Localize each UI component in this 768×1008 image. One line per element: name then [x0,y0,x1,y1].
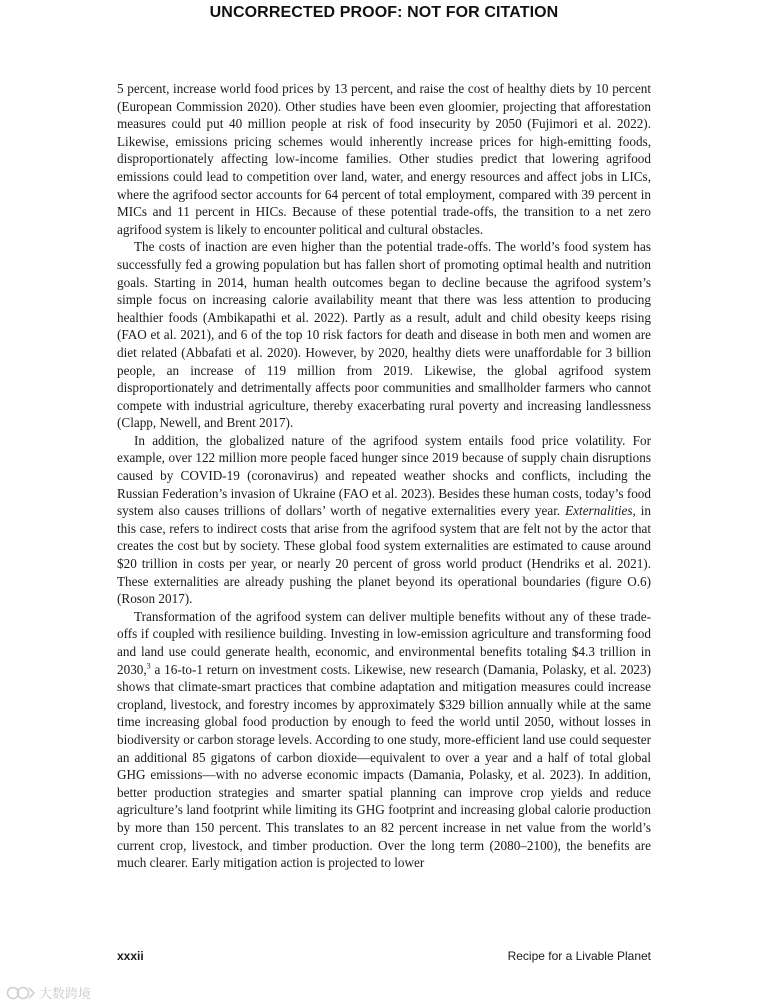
paragraph-3-text-end: , in this case, refers to indirect costs that arise from the agrifood system that are felt not by the actor that creates the cost but by society. These global food system externalities are estimated to cause around $20 trillion in costs per year, or nearly 20 percent of gross world product (Hendriks et al. 2021). These externalities are already pushing the planet beyond its operational boundaries (figure O.6) (Roson 2017). [117,503,651,607]
paragraph-1: 5 percent, increase world food prices by 13 percent, and raise the cost of healthy diets by 10 percent (European Commission 2020). Other studies have been even gloomier, projecting that afforestation measures could put 40 million people at risk of food insecurity by 2050 (Fujimori et al. 2022). Likewise, emissions pricing schemes would inherently increase prices for high-emitting foods, disproportionately affecting low-income families. Other studies predict that lowering agrifood emissions could lead to competition over land, water, and energy resources and affect jobs in LICs, where the agrifood sector accounts for 64 percent of total employment, compared with 39 percent in MICs and 11 percent in HICs. Because of these potential trade-offs, the transition to a net zero agrifood system is likely to encounter political and cultural obstacles. [117,81,651,237]
externalities-term: Externalities [565,503,633,519]
paragraph-4-text-start: Transformation of the agrifood system can deliver multiple benefits without any of these trade-offs if coupled with resilience building. Investing in low-emission agriculture and transforming food and land use could generate health, economic, and environmental benefits totaling $4.3 trillion in 2030, [117,608,651,677]
proof-banner: UNCORRECTED PROOF: NOT FOR CITATION [209,4,559,21]
footnote-marker[interactable]: 3 [146,661,151,671]
body-text [117,80,651,872]
page-number: xxxii [117,949,144,963]
paragraph-2: The costs of inaction are even higher than the potential trade-offs. The world’s food system has successfully fed a growing population but has fallen short of promoting optimal health and nutrition goals. Starting in 2014, human health outcomes began to decline because the agrifood system’s simple focus on increasing calorie availability meant that there was less attention to producing healthier foods (Ambikapathi et al. 2022). Partly as a result, adult and child obesity keeps rising (FAO et al. 2021), and 6 of the top 10 risk factors for death and disease in both men and women are diet related (Abbafati et al. 2020). However, by 2020, healthy diets were unaffordable for 3 billion people, an increase of 119 million from 2019. Likewise, the global agrifood system disproportionately and detrimentally affects poor communities and smallholder farmers who cannot compete with industrial agriculture, thereby exacerbating rural poverty and increasing landlessness (Clapp, Newell, and Brent 2017). [117,239,651,431]
book-title: Recipe for a Livable Planet [507,949,651,963]
watermark [6,983,91,1002]
watermark-text: 大数跨境 [39,987,92,1002]
paragraph-4-text-end: a 16-to-1 return on investment costs. Likewise, new research (Damania, Polasky, et al. 2023) shows that climate-smart practices that combine adaptation and mitigation measures could increase cropland, livestock, and forestry incomes by approximately $329 billion annually while at the same time increasing global food production by enough to feed the world until 2050, without losses in biodiversity or carbon storage levels. According to one study, more-efficient land use could sequester an additional 85 gigatons of carbon dioxide—equivalent to over a year and a half of total global GHG emissions—with no adverse economic impacts (Damania, Polasky, et al. 2023). In addition, better production strategies and smarter spatial planning can improve crop yields and reduce agriculture’s land footprint while limiting its GHG footprint and increasing global calorie production by more than 150 percent. This translates to an 82 percent increase in net value from the world’s current crop, livestock, and timber production. Over the long term (2080–2100), the benefits are much clearer. Early mitigation action is projected to lower [117,661,651,871]
paragraph-3 [117,432,651,608]
brand-logo-icon [6,985,36,1001]
paragraph-3-text-start: In addition, the globalized nature of the agrifood system entails food price volatility. For example, over 122 million more people faced hunger since 2019 because of supply chain disruptions caused by COVID-19 (coronavirus) and repeated weather shocks and conflicts, including the Russian Federation’s invasion of Ukraine (FAO et al. 2023). Besides these human costs, today’s food system also causes trillions of dollars’ worth of negative externalities every year. [117,432,651,519]
paragraph-4 [117,608,651,872]
page-footer [117,949,651,967]
